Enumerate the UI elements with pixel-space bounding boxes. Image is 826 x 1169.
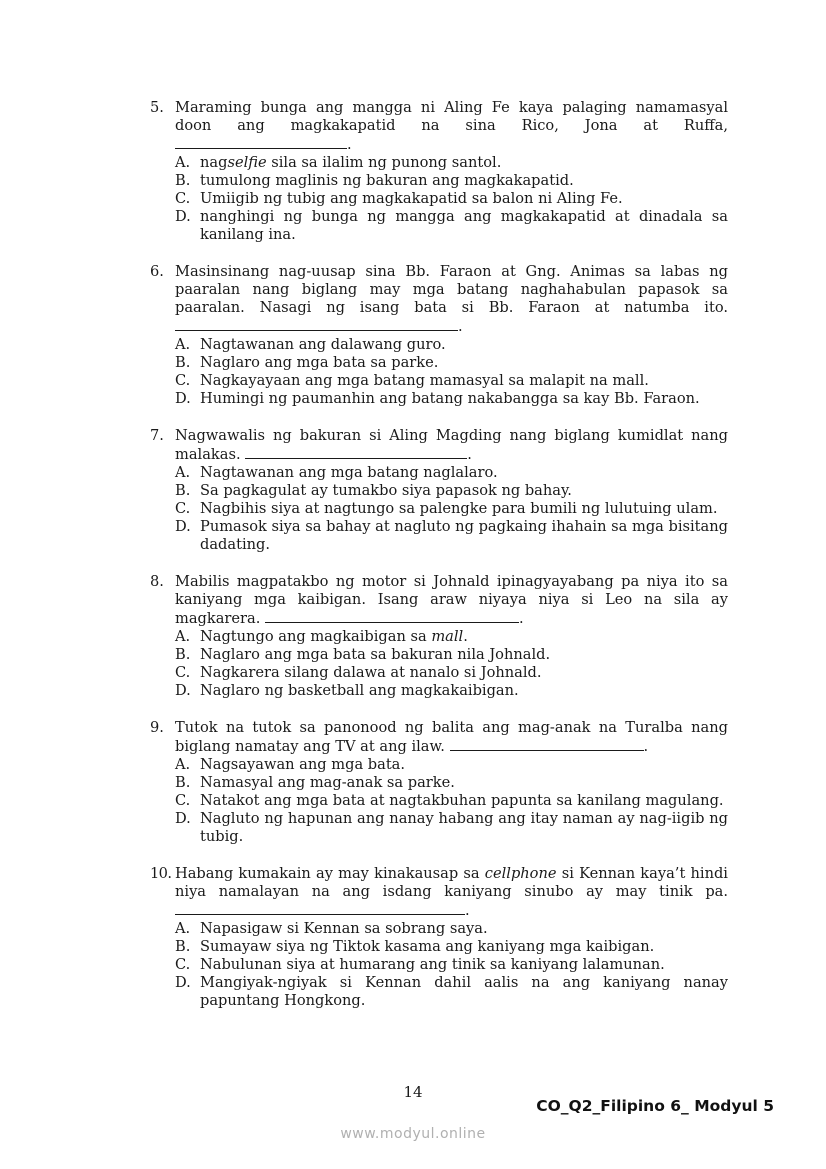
option-d: D. Nagluto ng hapunan ang nanay habang ang itay naman ay nag-iigib ng tubig. [175,810,728,845]
option-d: D. nanghingi ng bunga ng mangga ang magkakapatid at dinadala sa kanilang ina. [175,208,728,243]
option-b: B. Sumayaw siya ng Tiktok kasama ang kaniyang mga kaibigan. [175,938,655,955]
question-number: 9. [150,719,164,736]
option-c: C. Umiigib ng tubig ang magkakapatid sa balon ni Aling Fe. [175,190,623,207]
questions-list [150,99,728,1029]
answer-blank [175,317,458,331]
option-d: D. Humingi ng paumanhin ang batang nakabangga sa kay Bb. Faraon. [175,390,700,407]
option-d: D. Naglaro ng basketball ang magkakaibigan. [175,682,519,699]
question-number: 7. [150,427,164,444]
question-7 [150,427,728,554]
answer-blank [265,609,519,623]
module-code: CO_Q2_Filipino 6_ Modyul 5 [536,1097,774,1115]
question-number: 10. [150,865,172,882]
question-9 [150,719,728,846]
page-number: 14 [403,1083,423,1101]
option-c: C. Nagkayayaan ang mga batang mamasyal sa malapit na mall. [175,372,649,389]
option-c: C. Nabulunan siya at humarang ang tinik sa kaniyang lalamunan. [175,956,665,973]
option-b: B. Naglaro ang mga bata sa parke. [175,354,439,371]
question-number: 5. [150,99,164,116]
option-a: A. nagselfie sila sa ilalim ng punong santol. [175,154,502,171]
question-text: Masinsinang nag-uusap sina Bb. Faraon at Gng. Animas sa labas ng paaralan nang biglang may mga batang naghahabulan papasok sa paaralan. Nasagi ng isang bata si Bb. Faraon at natumba ito. . [175,263,728,335]
option-b: B. Namasyal ang mag-anak sa parke. [175,774,455,791]
answer-blank [245,445,467,459]
option-d: D. Pumasok siya sa bahay at nagluto ng pagkaing ihahain sa mga bisitang dadating. [175,518,728,553]
option-d: D. Mangiyak-ngiyak si Kennan dahil aalis na ang kaniyang nanay papuntang Hongkong. [175,974,728,1009]
question-10 [150,865,728,1010]
watermark: www.modyul.online [340,1126,486,1142]
option-a: A. Nagsayawan ang mga bata. [175,756,406,773]
question-5 [150,99,728,244]
question-text: Maraming bunga ang mangga ni Aling Fe kaya palaging namamasyal doon ang magkakapatid na sina Rico, Jona at Ruffa, . [175,99,728,153]
question-8 [150,573,728,700]
question-text: Mabilis magpatakbo ng motor si Johnald ipinagyayabang pa niya ito sa kaniyang mga kaibigan. Isang araw niyaya niya si Leo na sila ay magkarera. . [175,573,728,627]
option-b: B. Naglaro ang mga bata sa bakuran nila Johnald. [175,646,551,663]
question-6 [150,263,728,408]
option-c: C. Nagkarera silang dalawa at nanalo si Johnald. [175,664,542,681]
option-b: B. Sa pagkagulat ay tumakbo siya papasok ng bahay. [175,482,572,499]
option-c: C. Natakot ang mga bata at nagtakbuhan papunta sa kanilang magulang. [175,792,724,809]
question-number: 6. [150,263,164,280]
answer-blank [175,135,347,149]
question-text: Nagwawalis ng bakuran si Aling Magding nang biglang kumidlat nang malakas. . [175,427,728,463]
question-number: 8. [150,573,164,590]
answer-blank [450,737,644,751]
option-a: A. Napasigaw si Kennan sa sobrang saya. [175,920,488,937]
answer-blank [175,901,465,915]
option-a: A. Nagtawanan ang dalawang guro. [175,336,446,353]
option-b: B. tumulong maglinis ng bakuran ang magkakapatid. [175,172,574,189]
option-a: A. Nagtungo ang magkaibigan sa mall. [175,628,468,645]
option-a: A. Nagtawanan ang mga batang naglalaro. [175,464,498,481]
question-text: Tutok na tutok sa panonood ng balita ang mag-anak na Turalba nang biglang namatay ang TV at ang ilaw. . [175,719,728,755]
option-c: C. Nagbihis siya at nagtungo sa palengke para bumili ng lulutuing ulam. [175,500,718,517]
question-text: Habang kumakain ay may kinakausap sa cellphone si Kennan kaya’t hindi niya namalayan na ang isdang kaniyang sinubo ay may tinik pa. . [175,865,728,919]
